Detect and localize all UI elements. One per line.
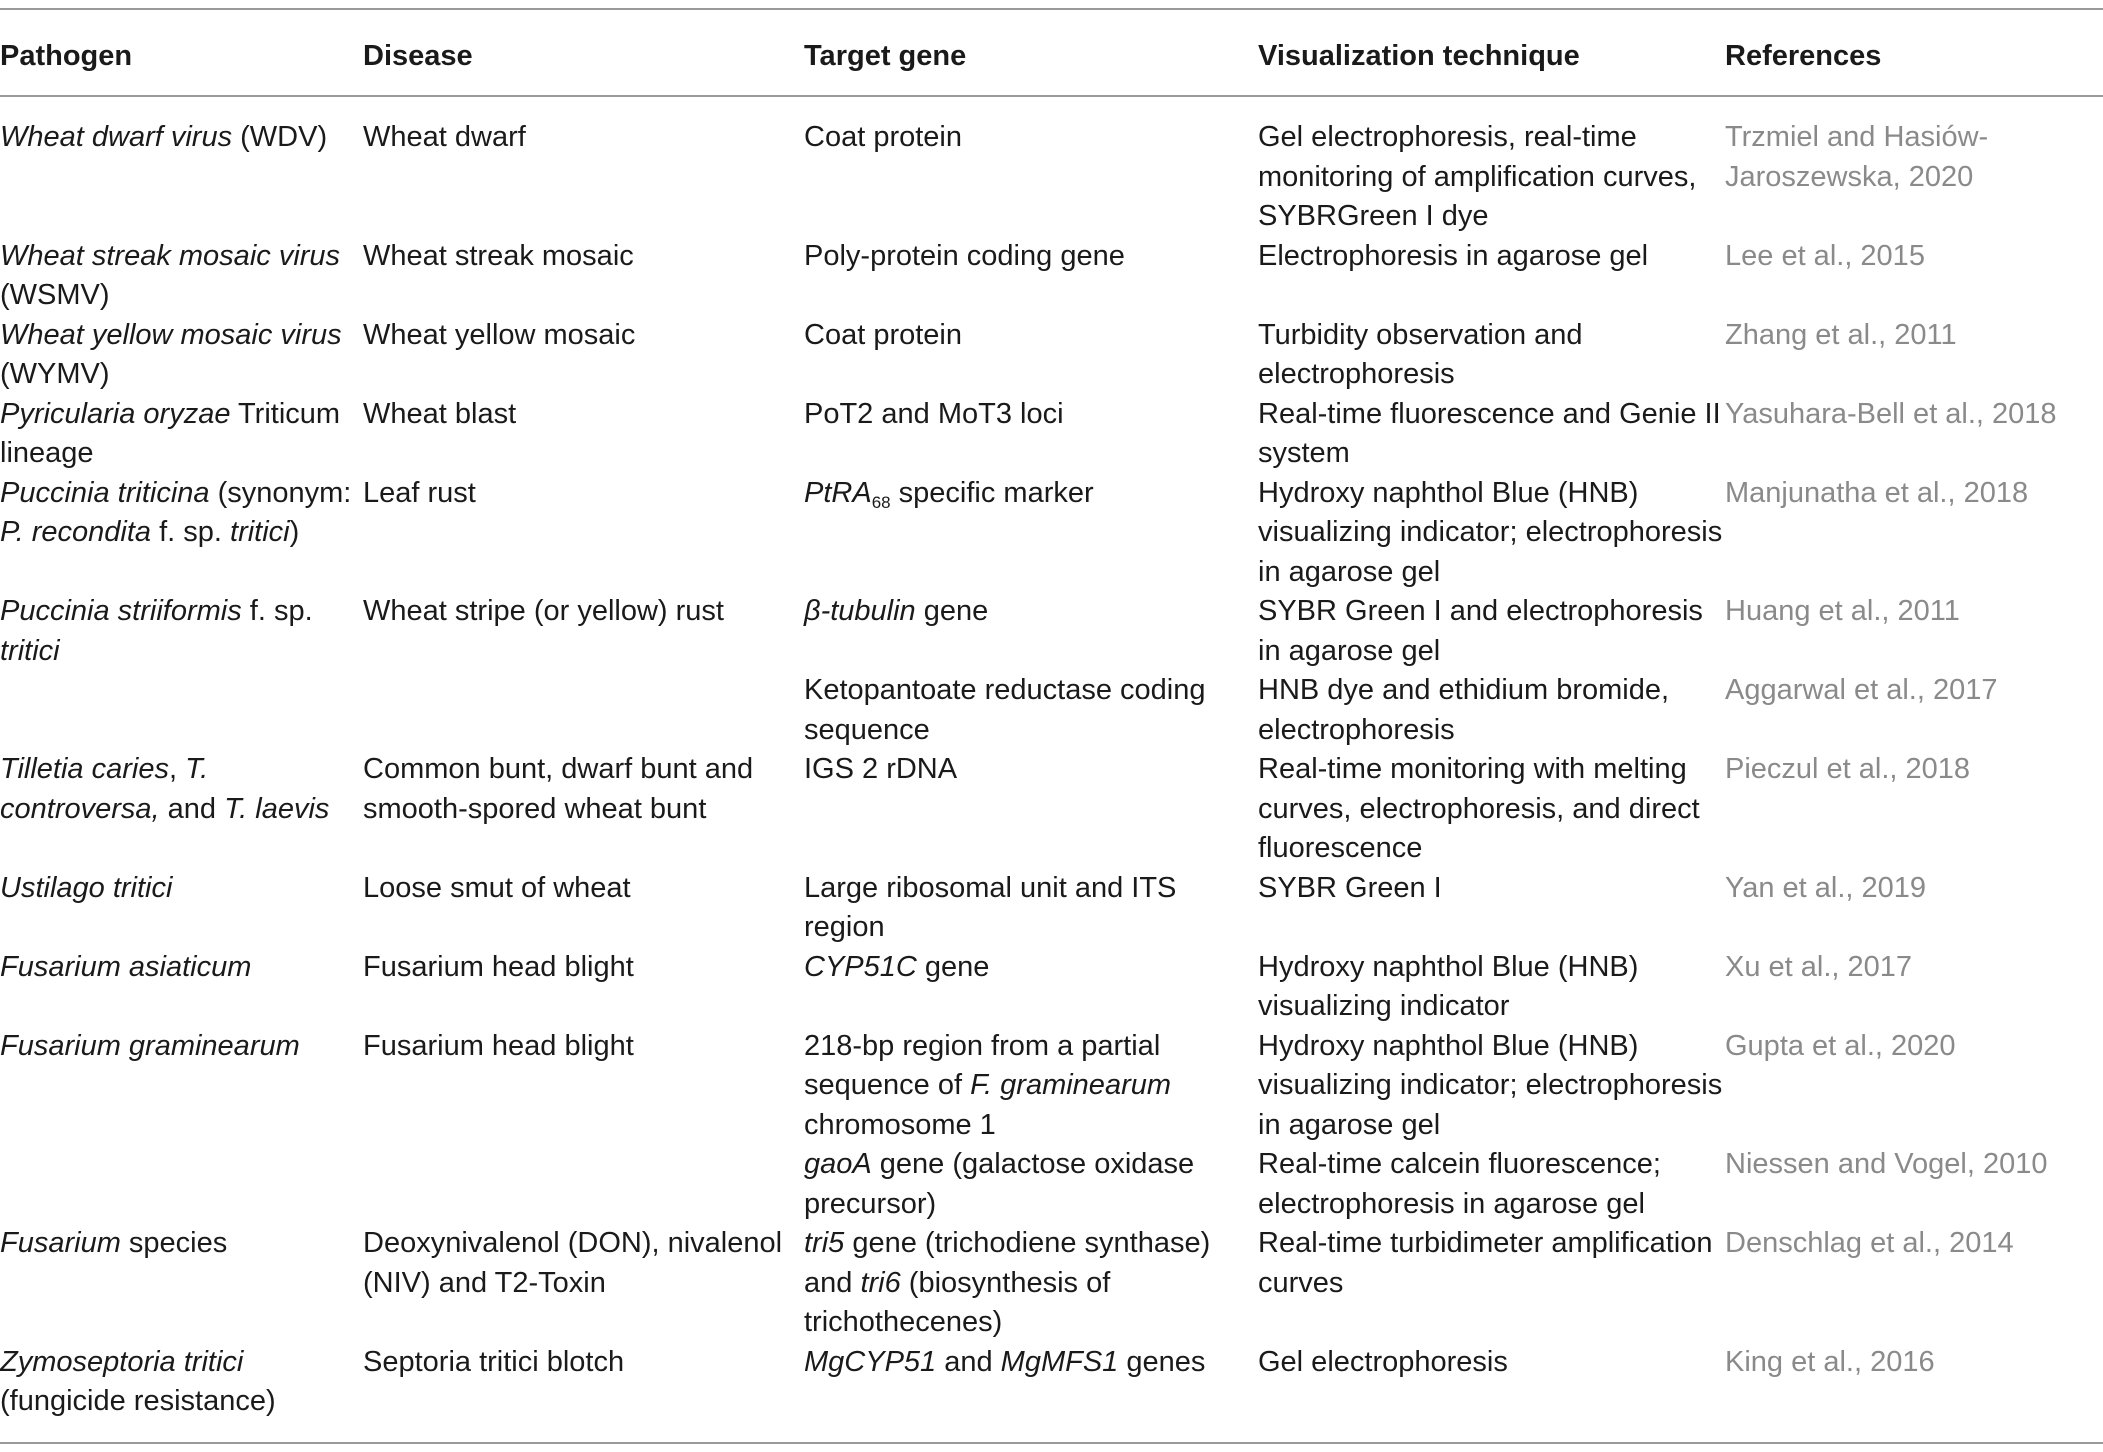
target-text-part: tri6 — [860, 1266, 901, 1299]
target-text-part: 68 — [871, 492, 891, 512]
reference-cell: Trzmiel and Hasiów-Jaroszewska, 2020 — [1725, 121, 1989, 193]
header-target-gene: Target gene — [804, 40, 967, 72]
table-row — [0, 1145, 2103, 1224]
target-gene-cell — [804, 395, 1258, 474]
header-row — [0, 9, 2103, 96]
target-text-part: gene — [916, 950, 990, 983]
pathogen-cell — [0, 316, 363, 395]
pathogen-cell — [0, 474, 363, 593]
disease-cell — [363, 1343, 804, 1443]
table-row — [0, 869, 2103, 948]
target-text-part: PtRA — [804, 476, 872, 509]
visualization-cell: Turbidity observation and electrophoresis — [1258, 318, 1583, 390]
target-text-part: 218-bp region from a partial sequence of — [804, 1029, 1161, 1101]
table-row — [0, 237, 2103, 316]
target-gene-cell — [804, 474, 1258, 593]
disease-cell — [363, 96, 804, 237]
table-row — [0, 474, 2103, 593]
pathogen-text-part: Wheat yellow mosaic virus — [0, 318, 342, 351]
pathogen-text-part: (synonym: — [209, 476, 352, 509]
pathogen-text-part: (WSMV) — [0, 279, 110, 311]
target-text-part: specific marker — [890, 476, 1094, 509]
target-gene-cell — [804, 1224, 1258, 1343]
disease-text-part: Common bunt, dwarf bunt and smooth-spored wheat bunt — [363, 753, 754, 825]
target-text-part: chromosome 1 — [804, 1108, 996, 1141]
disease-cell — [363, 474, 804, 593]
pathogen-cell — [0, 96, 363, 237]
target-gene-cell — [804, 750, 1258, 869]
pathogen-text-part: (fungicide resistance) — [0, 1385, 276, 1417]
disease-text-part: Wheat yellow mosaic — [363, 318, 636, 351]
visualization-cell: Hydroxy naphthol Blue (HNB) visualizing indicator; electrophoresis in agarose gel — [1258, 476, 1723, 588]
table-row — [0, 316, 2103, 395]
pathogen-text-part: Wheat dwarf virus — [0, 121, 233, 153]
visualization-cell: HNB dye and ethidium bromide, electrophoresis — [1258, 674, 1670, 746]
table-header — [0, 9, 2103, 96]
target-text-part: Large ribosomal unit and ITS region — [804, 871, 1177, 943]
disease-text-part: Wheat stripe (or yellow) rust — [363, 595, 724, 627]
pathogen-text-part: Puccinia striiformis — [0, 595, 242, 627]
target-gene-cell — [804, 1145, 1258, 1224]
pathogen-cell — [0, 1027, 363, 1146]
reference-cell: Denschlag et al., 2014 — [1725, 1227, 2014, 1259]
pathogen-text-part: f. sp. — [241, 595, 313, 627]
pathogen-cell — [0, 237, 363, 316]
target-gene-cell — [804, 592, 1258, 671]
table-row — [0, 1343, 2103, 1443]
pathogen-text-part: Fusarium — [0, 1227, 121, 1259]
disease-text-part: Wheat blast — [363, 397, 517, 430]
target-text-part: gaoA — [804, 1148, 872, 1180]
target-text-part: (biosynthesis of trichothecenes) — [804, 1266, 1111, 1338]
target-text-part: MgMFS1 — [1000, 1345, 1119, 1378]
pathogen-text-part: Pyricularia oryzae — [0, 397, 231, 430]
target-gene-cell — [804, 237, 1258, 316]
target-text-part: Ketopantoate reductase coding sequence — [804, 674, 1206, 746]
pathogen-cell — [0, 395, 363, 474]
pathogen-cell — [0, 1343, 363, 1443]
target-gene-cell — [804, 1027, 1258, 1146]
disease-text-part: Septoria tritici blotch — [363, 1345, 625, 1378]
pathogen-cell — [0, 592, 363, 671]
disease-text-part: Wheat dwarf — [363, 121, 526, 153]
visualization-cell: Hydroxy naphthol Blue (HNB) visualizing indicator — [1258, 950, 1639, 1022]
disease-cell — [363, 948, 804, 1027]
disease-cell — [363, 592, 804, 671]
visualization-cell: Electrophoresis in agarose gel — [1258, 239, 1649, 272]
reference-cell: Niessen and Vogel, 2010 — [1725, 1148, 2048, 1180]
disease-text-part: Deoxynivalenol (DON), nivalenol (NIV) and T2-Toxin — [363, 1227, 783, 1299]
pathogen-text-part: , — [168, 753, 186, 785]
target-text-part: gene — [915, 595, 989, 627]
target-gene-cell — [804, 316, 1258, 395]
pathogen-cell — [0, 869, 363, 948]
target-text-part: tri5 — [804, 1227, 845, 1259]
target-text-part: gene (galactose oxidase precursor) — [804, 1148, 1195, 1220]
header-references: References — [1725, 40, 1882, 72]
disease-cell — [363, 671, 804, 750]
disease-cell — [363, 869, 804, 948]
disease-cell — [363, 750, 804, 869]
disease-cell — [363, 237, 804, 316]
pathogen-cell — [0, 948, 363, 1027]
target-text-part: β-tubulin — [804, 595, 916, 627]
table-row — [0, 96, 2103, 237]
pathogen-cell — [0, 1145, 363, 1224]
pathogen-text-part: (WYMV) — [0, 358, 110, 390]
table-row — [0, 592, 2103, 671]
disease-text-part: Leaf rust — [363, 476, 476, 509]
disease-text-part: Wheat streak mosaic — [363, 239, 634, 272]
visualization-cell: SYBR Green I — [1258, 871, 1442, 904]
pathogen-text-part: Triticum lineage — [0, 397, 341, 469]
pathogen-text-part: Wheat streak mosaic virus — [0, 239, 341, 272]
table-row — [0, 948, 2103, 1027]
reference-cell: Yan et al., 2019 — [1725, 871, 1927, 904]
table-body — [0, 96, 2103, 1443]
pathogen-text-part: (WDV) — [232, 121, 328, 153]
reference-cell: Pieczul et al., 2018 — [1725, 753, 1971, 785]
visualization-cell: Gel electrophoresis — [1258, 1345, 1508, 1378]
reference-cell: Huang et al., 2011 — [1725, 595, 1960, 627]
reference-cell: Lee et al., 2015 — [1725, 239, 1925, 272]
target-gene-cell — [804, 96, 1258, 237]
pathogen-text-part: Fusarium graminearum — [0, 1029, 300, 1062]
reference-cell: King et al., 2016 — [1725, 1345, 1935, 1378]
reference-cell: Aggarwal et al., 2017 — [1725, 674, 1998, 706]
pathogen-text-part: Puccinia triticina — [0, 476, 210, 509]
header-visualization-technique: Visualization technique — [1258, 40, 1580, 72]
target-text-part: genes — [1118, 1345, 1206, 1378]
target-text-part: CYP51C — [804, 950, 917, 983]
pathogen-text-part: ) — [289, 516, 300, 548]
reference-cell: Manjunatha et al., 2018 — [1725, 476, 2029, 509]
target-gene-cell — [804, 948, 1258, 1027]
visualization-cell: Hydroxy naphthol Blue (HNB) visualizing indicator; electrophoresis in agarose gel — [1258, 1029, 1723, 1141]
pathogen-text-part: tritici — [0, 634, 60, 667]
disease-cell — [363, 1027, 804, 1146]
target-text-part: PoT2 and MoT3 loci — [804, 397, 1064, 430]
target-text-part: Poly-protein coding gene — [804, 239, 1125, 272]
data-table — [0, 8, 2103, 1444]
pathogen-text-part: T. controversa, — [0, 753, 209, 825]
visualization-cell: Real-time monitoring with melting curves, electrophoresis, and direct fluorescence — [1258, 753, 1700, 864]
target-gene-cell — [804, 671, 1258, 750]
target-text-part: Coat protein — [804, 121, 962, 153]
target-gene-cell — [804, 869, 1258, 948]
visualization-cell: Real-time fluorescence and Genie II system — [1258, 397, 1721, 469]
disease-cell — [363, 1145, 804, 1224]
table-row — [0, 1224, 2103, 1343]
table-row — [0, 671, 2103, 750]
pathogen-cell — [0, 750, 363, 869]
pathogen-text-part: Ustilago tritici — [0, 871, 173, 904]
disease-text-part: Fusarium head blight — [363, 950, 634, 983]
visualization-cell: Real-time calcein fluorescence; electrophoresis in agarose gel — [1258, 1148, 1661, 1220]
disease-text-part: Fusarium head blight — [363, 1029, 634, 1062]
table-row — [0, 750, 2103, 869]
reference-cell: Yasuhara-Bell et al., 2018 — [1725, 397, 2057, 430]
pathogen-text-part: Tilletia caries — [0, 753, 169, 785]
pathogen-text-part: Zymoseptoria tritici — [0, 1345, 244, 1378]
pathogen-cell — [0, 671, 363, 750]
disease-cell — [363, 395, 804, 474]
target-text-part: and — [936, 1345, 1001, 1378]
visualization-cell: SYBR Green I and electrophoresis in agarose gel — [1258, 595, 1703, 667]
pathogen-text-part: species — [120, 1227, 228, 1259]
target-text-part: MgCYP51 — [804, 1345, 937, 1378]
visualization-cell: Gel electrophoresis, real-time monitoring of amplification curves, SYBRGreen I dye — [1258, 121, 1697, 232]
pathogen-text-part: f. sp. — [151, 516, 231, 548]
pathogen-text-part: P. recondita — [0, 516, 152, 548]
pathogen-text-part: T. laevis — [224, 792, 330, 825]
target-text-part: IGS 2 rDNA — [804, 753, 958, 785]
disease-cell — [363, 316, 804, 395]
pathogen-cell — [0, 1224, 363, 1343]
target-text-part: Coat protein — [804, 318, 962, 351]
pathogen-text-part: and — [159, 792, 225, 825]
visualization-cell: Real-time turbidimeter amplification curves — [1258, 1227, 1713, 1299]
pathogen-text-part: tritici — [230, 516, 290, 548]
table-row — [0, 395, 2103, 474]
reference-cell: Gupta et al., 2020 — [1725, 1029, 1956, 1062]
disease-cell — [363, 1224, 804, 1343]
target-text-part: F. graminearum — [970, 1069, 1172, 1101]
target-gene-cell — [804, 1343, 1258, 1443]
reference-cell: Xu et al., 2017 — [1725, 950, 1913, 983]
disease-text-part: Loose smut of wheat — [363, 871, 631, 904]
target-text-part: gene (trichodiene synthase) and — [804, 1227, 1211, 1299]
pathogen-text-part: Fusarium asiaticum — [0, 950, 252, 983]
header-disease: Disease — [363, 40, 473, 72]
table-row — [0, 1027, 2103, 1146]
header-pathogen: Pathogen — [0, 40, 133, 72]
reference-cell: Zhang et al., 2011 — [1725, 318, 1957, 351]
